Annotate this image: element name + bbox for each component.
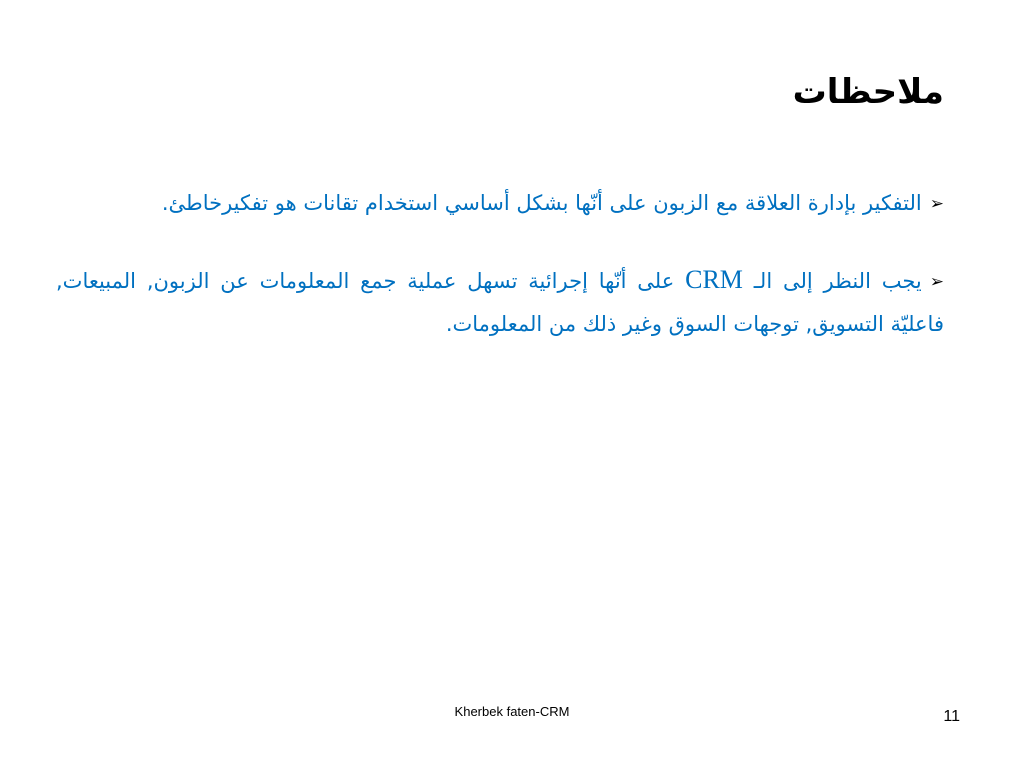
- bullet-point-1: [56, 182, 944, 225]
- bullet-point-1-text: التفكير بإدارة العلاقة مع الزبون على أنّها بشكل أساسي استخدام تقانات هو تفكيرخاطئ.: [161, 191, 922, 215]
- bullet-point-2-text-before: يجب النظر إلى الـ: [753, 269, 922, 293]
- arrow-bullet-icon: ➢: [929, 272, 944, 292]
- bullet-point-2: [56, 259, 944, 345]
- page-number: 11: [943, 708, 960, 725]
- footer-author: Kherbek faten-CRM: [454, 704, 570, 719]
- bullet-point-2-text-after: على أنّها إجرائية تسهل عملية جمع المعلومات عن الزبون, المبيعات, فاعليّة التسويق, توجهات السوق وغير ذلك من المعلومات.: [56, 269, 944, 336]
- arrow-bullet-icon: ➢: [929, 194, 944, 214]
- crm-term: CRM: [685, 265, 743, 294]
- slide-content: [56, 182, 944, 379]
- slide-title: ملاحظات: [792, 72, 944, 112]
